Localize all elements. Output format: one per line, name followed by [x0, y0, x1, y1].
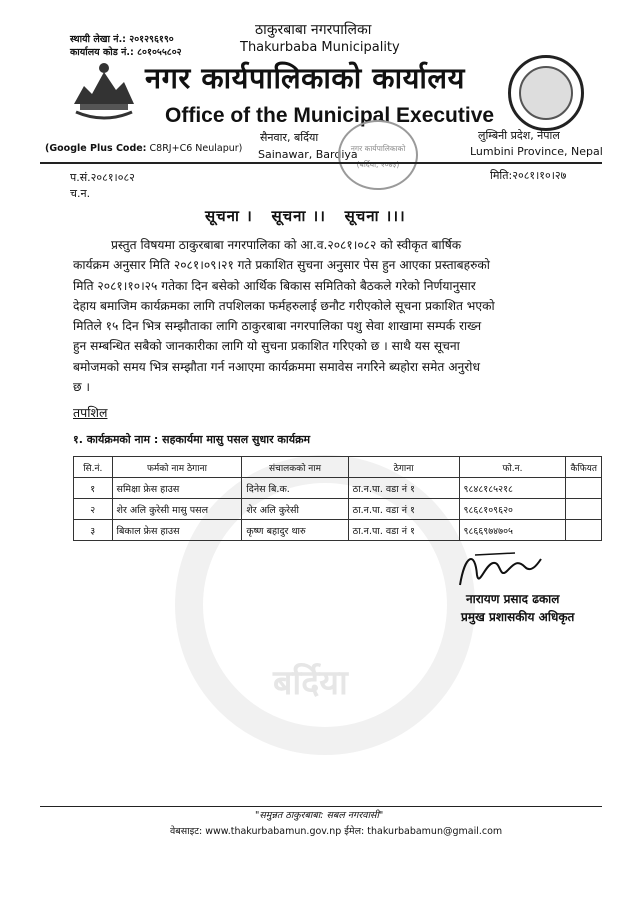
dispatch-number: च.न.	[70, 187, 91, 200]
municipality-name-np: ठाकुरबाबा नगरपालिका	[255, 22, 372, 38]
google-plus-code-label: (Google Plus Code:	[45, 143, 147, 154]
section-label: तपशिल	[73, 405, 108, 420]
address-np: सैनवार, बर्दिया	[260, 131, 319, 144]
program-title: १. कार्यक्रमको नाम : सहकार्यमा मासु पसल सुधार कार्यक्रम	[73, 433, 311, 446]
cell-address: ठा.न.पा. वडा नं १	[348, 478, 459, 499]
stamp-bottom-text: (बर्दिया, २०७३)	[356, 160, 400, 169]
col-phone: फो.न.	[459, 457, 566, 478]
signatory-title: प्रमुख प्रशासकीय अधिकृत	[461, 610, 575, 624]
municipality-name-en: Thakurbaba Municipality	[240, 40, 400, 55]
col-remarks: कैफियत	[566, 457, 602, 478]
table-header-row	[74, 457, 602, 478]
cell-serial: ३	[74, 520, 113, 541]
address-en: Sainawar, Bardiya	[258, 148, 358, 161]
google-plus-code-value: C8RJ+C6 Neulapur)	[149, 143, 243, 154]
footer-divider	[40, 806, 602, 807]
cell-firm: शेर अलि कुरेसी मासु पसल	[112, 499, 242, 520]
municipality-logo	[508, 55, 584, 131]
cell-operator: दिनेस बि.क.	[242, 478, 348, 499]
watermark-text: बर्दिया	[273, 663, 348, 703]
cell-firm: बिकाल फ्रेस हाउस	[112, 520, 242, 541]
cell-remarks	[566, 478, 602, 499]
office-code: कार्यालय कोड नं.: ८०१०५५८०२	[70, 47, 182, 58]
cell-remarks	[566, 499, 602, 520]
logo-inner-ring	[519, 66, 573, 120]
cell-operator: कृष्ण बहादुर थारु	[242, 520, 348, 541]
cell-phone: ९८६८१०९६२०	[459, 499, 566, 520]
nepal-emblem-logo	[70, 60, 138, 124]
body-line: बमोजमको समय भित्र सम्झौता गर्न नआएमा कार्यक्रममा समावेस नगरिने ब्यहोरा समेत अनुरोध	[73, 359, 480, 374]
body-line: मिति २०८१।१०।२५ गतेका दिन बसेको आर्थिक बिकास समितिको बैठकले गरेको निर्णयानुसार	[73, 278, 476, 293]
body-line: छ ।	[73, 380, 91, 395]
cell-operator: शेर अलि कुरेसी	[242, 499, 348, 520]
col-serial: सि.नं.	[74, 457, 113, 478]
table-row	[74, 478, 602, 499]
cell-address: ठा.न.पा. वडा नं १	[348, 499, 459, 520]
cell-remarks	[566, 520, 602, 541]
province-en: Lumbini Province, Nepal	[470, 145, 603, 158]
cell-phone: ९८६६९७४७०५	[459, 520, 566, 541]
cell-address: ठा.न.पा. वडा नं १	[348, 520, 459, 541]
body-line: कार्यक्रम अनुसार मिति २०८१।०९।२१ गते प्रकाशित सुचना अनुसार पेस हुन आएका प्रस्ताबहरुको	[73, 258, 490, 273]
body-line: हुन सम्बन्धित सबैको जानकारीका लागि यो सुचना प्रकाशित गरिएको छ । साथै यस सूचना	[73, 339, 460, 354]
body-line: प्रस्तुत विषयमा ठाकुरबाबा नगरपालिका को आ.व.२०८१।०८२ को स्वीकृत बार्षिक	[111, 238, 462, 252]
details-table	[73, 456, 602, 541]
google-plus-code	[45, 143, 242, 154]
reference-number: प.सं.२०८१।०८२	[70, 171, 135, 184]
letter-date: मिति:२०८१।१०।२७	[490, 169, 567, 182]
office-stamp	[338, 120, 418, 190]
province-np: लुम्बिनी प्रदेश, नेपाल	[478, 129, 560, 142]
col-operator: संचालकको नाम	[242, 457, 348, 478]
cell-serial: १	[74, 478, 113, 499]
col-firm: फर्मको नाम ठेगाना	[112, 457, 242, 478]
header-divider	[40, 162, 602, 164]
footer-contact: वेबसाइट: www.thakurbabamun.gov.np ईमेल: thakurbabamun@gmail.com	[170, 826, 503, 837]
office-title-en: Office of the Municipal Executive	[165, 104, 495, 127]
cell-serial: २	[74, 499, 113, 520]
stamp-top-text: नगर कार्यपालिकाको	[350, 144, 406, 153]
cell-phone: ९८४८१८५२१८	[459, 478, 566, 499]
notice-heading: सूचना । सूचना ।। सूचना ।।।	[205, 207, 406, 225]
body-line: मितिले १५ दिन भित्र सम्झौताका लागि ठाकुरबाबा नगरपालिका पशु सेवा शाखामा सम्पर्क राख्न	[73, 319, 482, 334]
footer-slogan: "समुन्नत ठाकुरबाबा: सबल नगरवासी"	[255, 810, 384, 821]
ledger-number: स्थायी लेखा नं.: २०१२९६१९०	[70, 34, 174, 45]
office-title-np: नगर कार्यपालिकाको कार्यालय	[145, 61, 465, 95]
notice-body	[73, 235, 601, 397]
signature-scribble	[455, 545, 545, 590]
col-address: ठेगाना	[348, 457, 459, 478]
signatory-name: नारायण प्रसाद ढकाल	[466, 592, 560, 606]
body-line: देहाय बमाजिम कार्यक्रमका लागि तपशिलका फर्महरुलाई छनौट गरीएकोले सूचना प्रकाशित भएको	[73, 298, 495, 313]
table-row	[74, 499, 602, 520]
cell-firm: समिक्षा फ्रेस हाउस	[112, 478, 242, 499]
table-row	[74, 520, 602, 541]
